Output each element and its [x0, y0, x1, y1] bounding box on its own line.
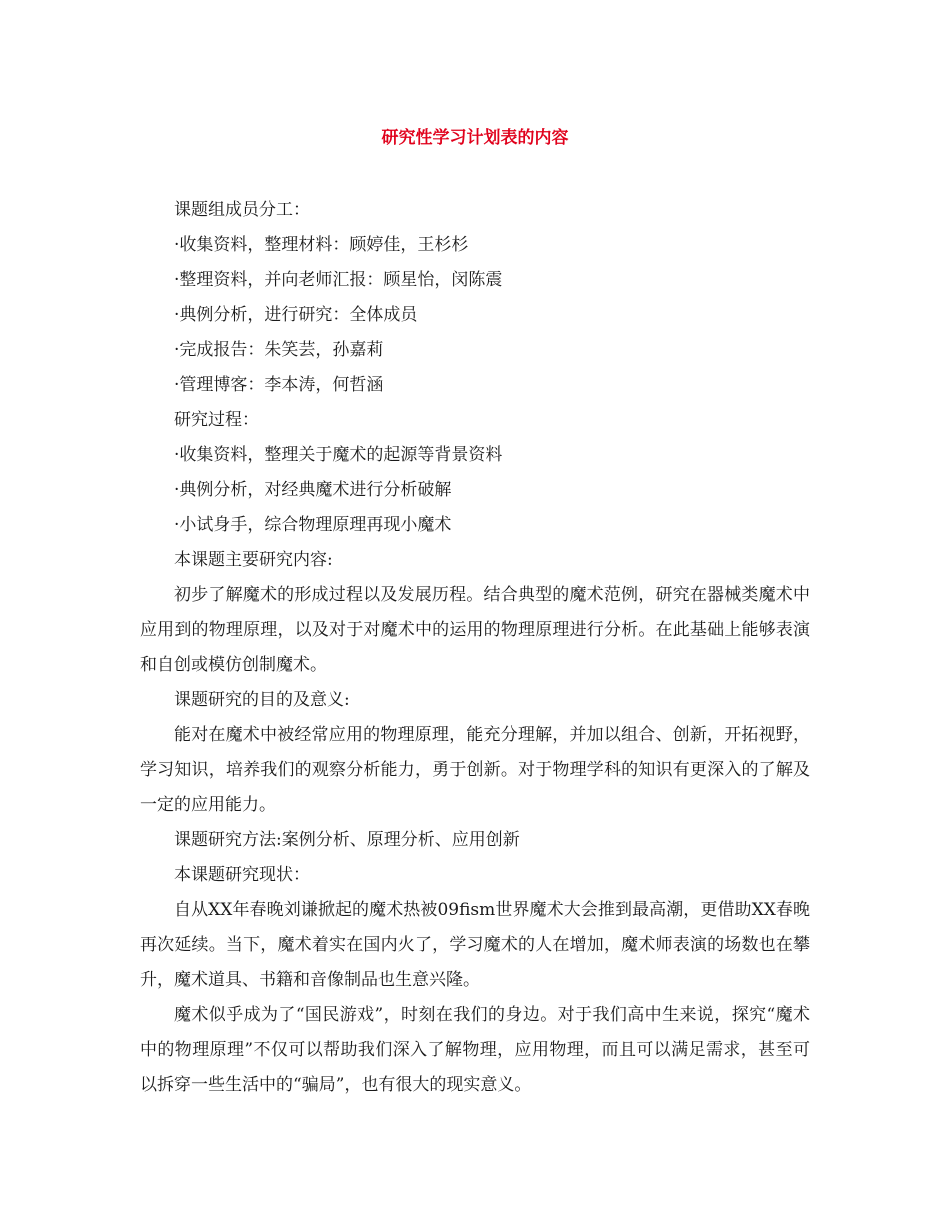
status-paragraph: 自从XX年春晚刘谦掀起的魔术热被09fism世界魔术大会推到最高潮，更借助XX春晚再次延续。当下，魔术着实在国内火了，学习魔术的人在增加，魔术师表演的场数也在攀升，魔术道具、书籍和音像制品也生意兴隆。 [140, 900, 810, 990]
purpose-paragraph: 能对在魔术中被经常应用的物理原理，能充分理解，并加以组合、创新，开拓视野，学习知识，培养我们的观察分析能力，勇于创新。对于物理学科的知识有更深入的了解及一定的应用能力。 [140, 725, 810, 815]
division-item: ·整理资料，并向老师汇报：顾星怡，闵陈震 [174, 270, 503, 290]
document-title: 研究性学习计划表的内容 [381, 128, 569, 148]
method-line: 课题研究方法:案例分析、原理分析、应用创新 [174, 830, 520, 850]
division-item: ·典例分析，进行研究：全体成员 [174, 305, 418, 325]
division-heading: 课题组成员分工： [174, 200, 310, 220]
division-item: ·完成报告：朱笑芸，孙嘉莉 [174, 340, 384, 360]
process-item: ·小试身手，综合物理原理再现小魔术 [174, 515, 452, 535]
content-heading: 本课题主要研究内容: [174, 550, 333, 570]
process-item: ·收集资料，整理关于魔术的起源等背景资料 [174, 445, 503, 465]
process-item: ·典例分析，对经典魔术进行分析破解 [174, 480, 452, 500]
status-paragraph: 魔术似乎成为了“国民游戏”，时刻在我们的身边。对于我们高中生来说，探究“魔术中的物理原理”不仅可以帮助我们深入了解物理，应用物理，而且可以满足需求，甚至可以拆穿一些生活中的“骗局”，也有很大的现实意义。 [140, 1005, 810, 1095]
purpose-heading: 课题研究的目的及意义: [174, 690, 350, 710]
division-item: ·管理博客：李本涛，何哲涵 [174, 375, 384, 395]
document-body [140, 193, 810, 1103]
content-paragraph: 初步了解魔术的形成过程以及发展历程。结合典型的魔术范例，研究在器械类魔术中应用到的物理原理，以及对于对魔术中的运用的物理原理进行分析。在此基础上能够表演和自创或模仿创制魔术。 [140, 585, 810, 675]
division-item: ·收集资料，整理材料：顾婷佳，王杉杉 [174, 235, 469, 255]
status-heading: 本课题研究现状： [174, 865, 310, 885]
process-heading: 研究过程： [174, 410, 259, 430]
